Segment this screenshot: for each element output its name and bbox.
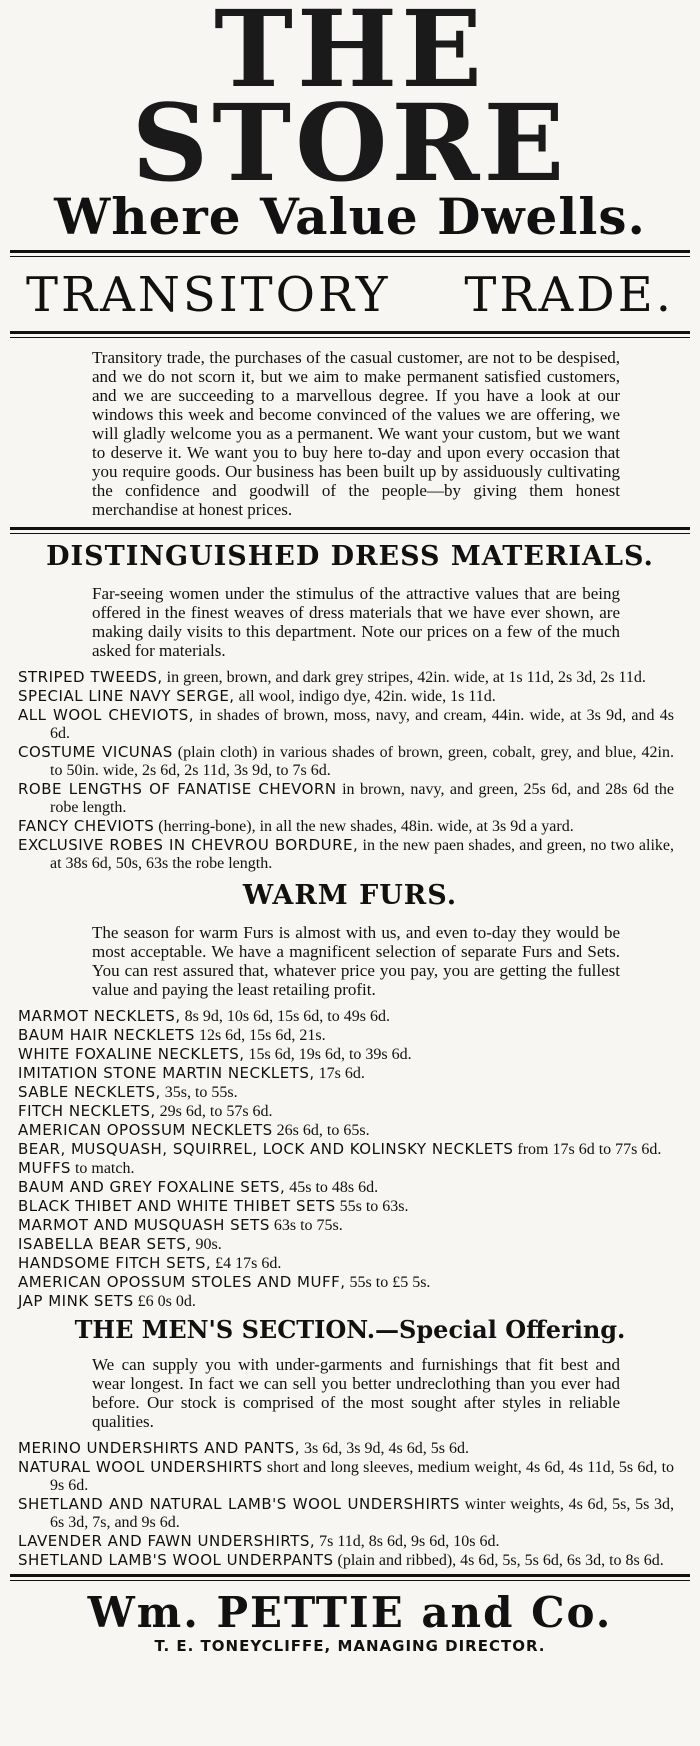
item-name: MARMOT AND MUSQUASH SETS: [18, 1216, 270, 1234]
list-item: [18, 706, 674, 743]
list-item: [18, 1458, 674, 1495]
divider: [10, 1574, 690, 1581]
item-text: to match.: [74, 1160, 135, 1177]
list-item: [18, 1551, 674, 1570]
item-text: in shades of brown, moss, navy, and cream, 44in. wide, at 3s 9d, and 4s 6d.: [50, 707, 674, 742]
item-name: COSTUME VICUNAS: [18, 743, 173, 761]
list-item: [18, 1178, 674, 1197]
item-name: JAP MINK SETS: [18, 1292, 134, 1310]
list-item: [18, 1495, 674, 1532]
item-text: (plain cloth) in various shades of brown, green, cobalt, grey, and blue, 42in. to 50in. wide, 2s 6d, 2s 11d, 3s 9d, to 7s 6d.: [50, 744, 675, 779]
item-text: (herring-bone), in all the new shades, 48in. wide, at 3s 9d a yard.: [158, 818, 574, 835]
list-item: [18, 1254, 674, 1273]
list-item: [18, 1197, 674, 1216]
item-name: BAUM AND GREY FOXALINE SETS,: [18, 1178, 286, 1196]
item-text: 15s 6d, 19s 6d, to 39s 6d.: [248, 1046, 412, 1063]
item-text: in green, brown, and dark grey stripes, 42in. wide, at 1s 11d, 2s 3d, 2s 11d.: [166, 669, 646, 686]
list-item: [18, 1273, 674, 1292]
item-text: 26s 6d, to 65s.: [276, 1122, 370, 1139]
item-name: HANDSOME FITCH SETS,: [18, 1254, 212, 1272]
list-item: [18, 1007, 674, 1026]
item-text: (plain and ribbed), 4s 6d, 5s, 5s 6d, 6s 3d, to 8s 6d.: [337, 1552, 664, 1569]
item-name: SABLE NECKLETS,: [18, 1083, 161, 1101]
item-name: WHITE FOXALINE NECKLETS,: [18, 1045, 245, 1063]
item-name: AMERICAN OPOSSUM NECKLETS: [18, 1121, 273, 1139]
item-text: £6 0s 0d.: [137, 1293, 196, 1310]
item-name: ISABELLA BEAR SETS,: [18, 1235, 192, 1253]
transitory-heading: TRANSITORY TRADE.: [26, 267, 674, 323]
item-text: from 17s 6d to 77s 6d.: [517, 1141, 662, 1158]
list-item: [18, 743, 674, 780]
divider: [10, 527, 690, 534]
list-item: [18, 836, 674, 873]
list-item: [18, 1439, 674, 1458]
item-text: short and long sleeves, medium weight, 4s 6d, 4s 11d, 5s 6d, to 9s 6d.: [50, 1459, 675, 1494]
managing-director: T. E. TONEYCLIFFE, MANAGING DIRECTOR.: [154, 1637, 546, 1655]
item-name: STRIPED TWEEDS,: [18, 668, 163, 686]
list-item: [18, 1064, 674, 1083]
item-text: 55s to 63s.: [339, 1198, 409, 1215]
item-text: 3s 6d, 3s 9d, 4s 6d, 5s 6d.: [304, 1440, 469, 1457]
firm-name: Wm. PETTIE and Co.: [87, 1588, 613, 1637]
item-text: 7s 11d, 8s 6d, 9s 6d, 10s 6d.: [319, 1533, 500, 1550]
item-name: MARMOT NECKLETS,: [18, 1007, 181, 1025]
dress-heading: DISTINGUISHED DRESS MATERIALS.: [46, 541, 654, 572]
list-item: [18, 668, 674, 687]
list-item: [18, 780, 674, 817]
item-name: ROBE LENGTHS OF FANATISE CHEVORN: [18, 780, 337, 798]
list-item: [18, 1083, 674, 1102]
item-text: 35s, to 55s.: [164, 1084, 238, 1101]
list-item: [18, 1026, 674, 1045]
item-name: BAUM HAIR NECKLETS: [18, 1026, 195, 1044]
item-text: 29s 6d, to 57s 6d.: [159, 1103, 273, 1120]
item-text: £4 17s 6d.: [215, 1255, 282, 1272]
dress-list: [10, 668, 690, 873]
item-text: in the new paen shades, and green, no two alike, at 38s 6d, 50s, 63s the robe length.: [50, 837, 675, 872]
item-text: all wool, indigo dye, 42in. wide, 1s 11d.: [238, 688, 496, 705]
item-text: winter weights, 4s 6d, 5s, 5s 3d, 6s 3d, 7s, and 9s 6d.: [50, 1496, 675, 1531]
item-name: AMERICAN OPOSSUM STOLES AND MUFF,: [18, 1273, 346, 1291]
furs-heading: WARM FURS.: [242, 880, 458, 911]
dress-intro: Far-seeing women under the stimulus of the attractive values that are being offered in the finest weaves of dress materials that we have ever shown, are making daily visits to this department. Note our prices on a few of the much asked for materials.: [92, 584, 620, 660]
item-name: BLACK THIBET AND WHITE THIBET SETS: [18, 1197, 336, 1215]
furs-intro: The season for warm Furs is almost with us, and even to-day they would be most acceptable. We have a magnificent selection of separate Furs and Sets. You can rest assured that, whatever price you pay, you are getting the fullest value and paying the least retailing profit.: [92, 923, 620, 999]
mens-intro: We can supply you with under-garments and furnishings that fit best and wear longest. In fact we can sell you better undreclothing than you ever had before. Our stock is comprised of the most sought after styles in reliable qualities.: [92, 1355, 620, 1431]
transitory-body: Transitory trade, the purchases of the casual customer, are not to be despised, and we do not scorn it, but we aim to make permanent satisfied customers, and we are succeeding to a marvellous degree. If you have a look at our windows this week and become convinced of the values we are offering, we will gladly welcome you as a permanent. We want your custom, but we want to deserve it. We want you to buy here to-day and upon every occasion that you require goods. Our business has been built up by assiduously cultivating the confidence and goodwill of the people—by giving them honest merchandise at honest prices.: [92, 348, 620, 519]
item-name: EXCLUSIVE ROBES IN CHEVROU BORDURE,: [18, 836, 359, 854]
item-name: ALL WOOL CHEVIOTS,: [18, 706, 195, 724]
store-title: THE STORE: [131, 0, 569, 205]
item-text: 8s 9d, 10s 6d, 15s 6d, to 49s 6d.: [184, 1008, 390, 1025]
list-item: [18, 1140, 674, 1159]
item-name: MERINO UNDERSHIRTS AND PANTS,: [18, 1439, 301, 1457]
item-text: 17s 6d.: [318, 1065, 365, 1082]
item-name: MUFFS: [18, 1159, 71, 1177]
item-text: 90s.: [195, 1236, 222, 1253]
item-text: 55s to £5 5s.: [349, 1274, 431, 1291]
list-item: [18, 1216, 674, 1235]
item-name: SPECIAL LINE NAVY SERGE,: [18, 687, 235, 705]
list-item: [18, 1121, 674, 1140]
list-item: [18, 1102, 674, 1121]
store-tagline: Where Value Dwells.: [54, 187, 646, 246]
item-name: FANCY CHEVIOTS: [18, 817, 155, 835]
divider: [10, 331, 690, 338]
item-text: 12s 6d, 15s 6d, 21s.: [198, 1027, 326, 1044]
list-item: [18, 1159, 674, 1178]
item-name: LAVENDER AND FAWN UNDERSHIRTS,: [18, 1532, 316, 1550]
furs-list: [10, 1007, 690, 1311]
list-item: [18, 1292, 674, 1311]
list-item: [18, 1532, 674, 1551]
item-name: SHETLAND LAMB'S WOOL UNDERPANTS: [18, 1551, 334, 1569]
divider: [10, 250, 690, 257]
mens-list: [10, 1439, 690, 1570]
mens-heading: THE MEN'S SECTION.—Special Offering.: [74, 1315, 626, 1344]
advertisement-page: [10, 0, 690, 1655]
item-name: SHETLAND AND NATURAL LAMB'S WOOL UNDERSHIRTS: [18, 1495, 460, 1513]
item-name: BEAR, MUSQUASH, SQUIRREL, LOCK AND KOLINSKY NECKLETS: [18, 1140, 514, 1158]
list-item: [18, 1235, 674, 1254]
item-name: NATURAL WOOL UNDERSHIRTS: [18, 1458, 263, 1476]
list-item: [18, 1045, 674, 1064]
list-item: [18, 817, 674, 836]
item-name: FITCH NECKLETS,: [18, 1102, 156, 1120]
item-text: in brown, navy, and green, 25s 6d, and 28s 6d the robe length.: [50, 781, 675, 816]
list-item: [18, 687, 674, 706]
item-text: 45s to 48s 6d.: [289, 1179, 379, 1196]
item-name: IMITATION STONE MARTIN NECKLETS,: [18, 1064, 315, 1082]
item-text: 63s to 75s.: [273, 1217, 343, 1234]
